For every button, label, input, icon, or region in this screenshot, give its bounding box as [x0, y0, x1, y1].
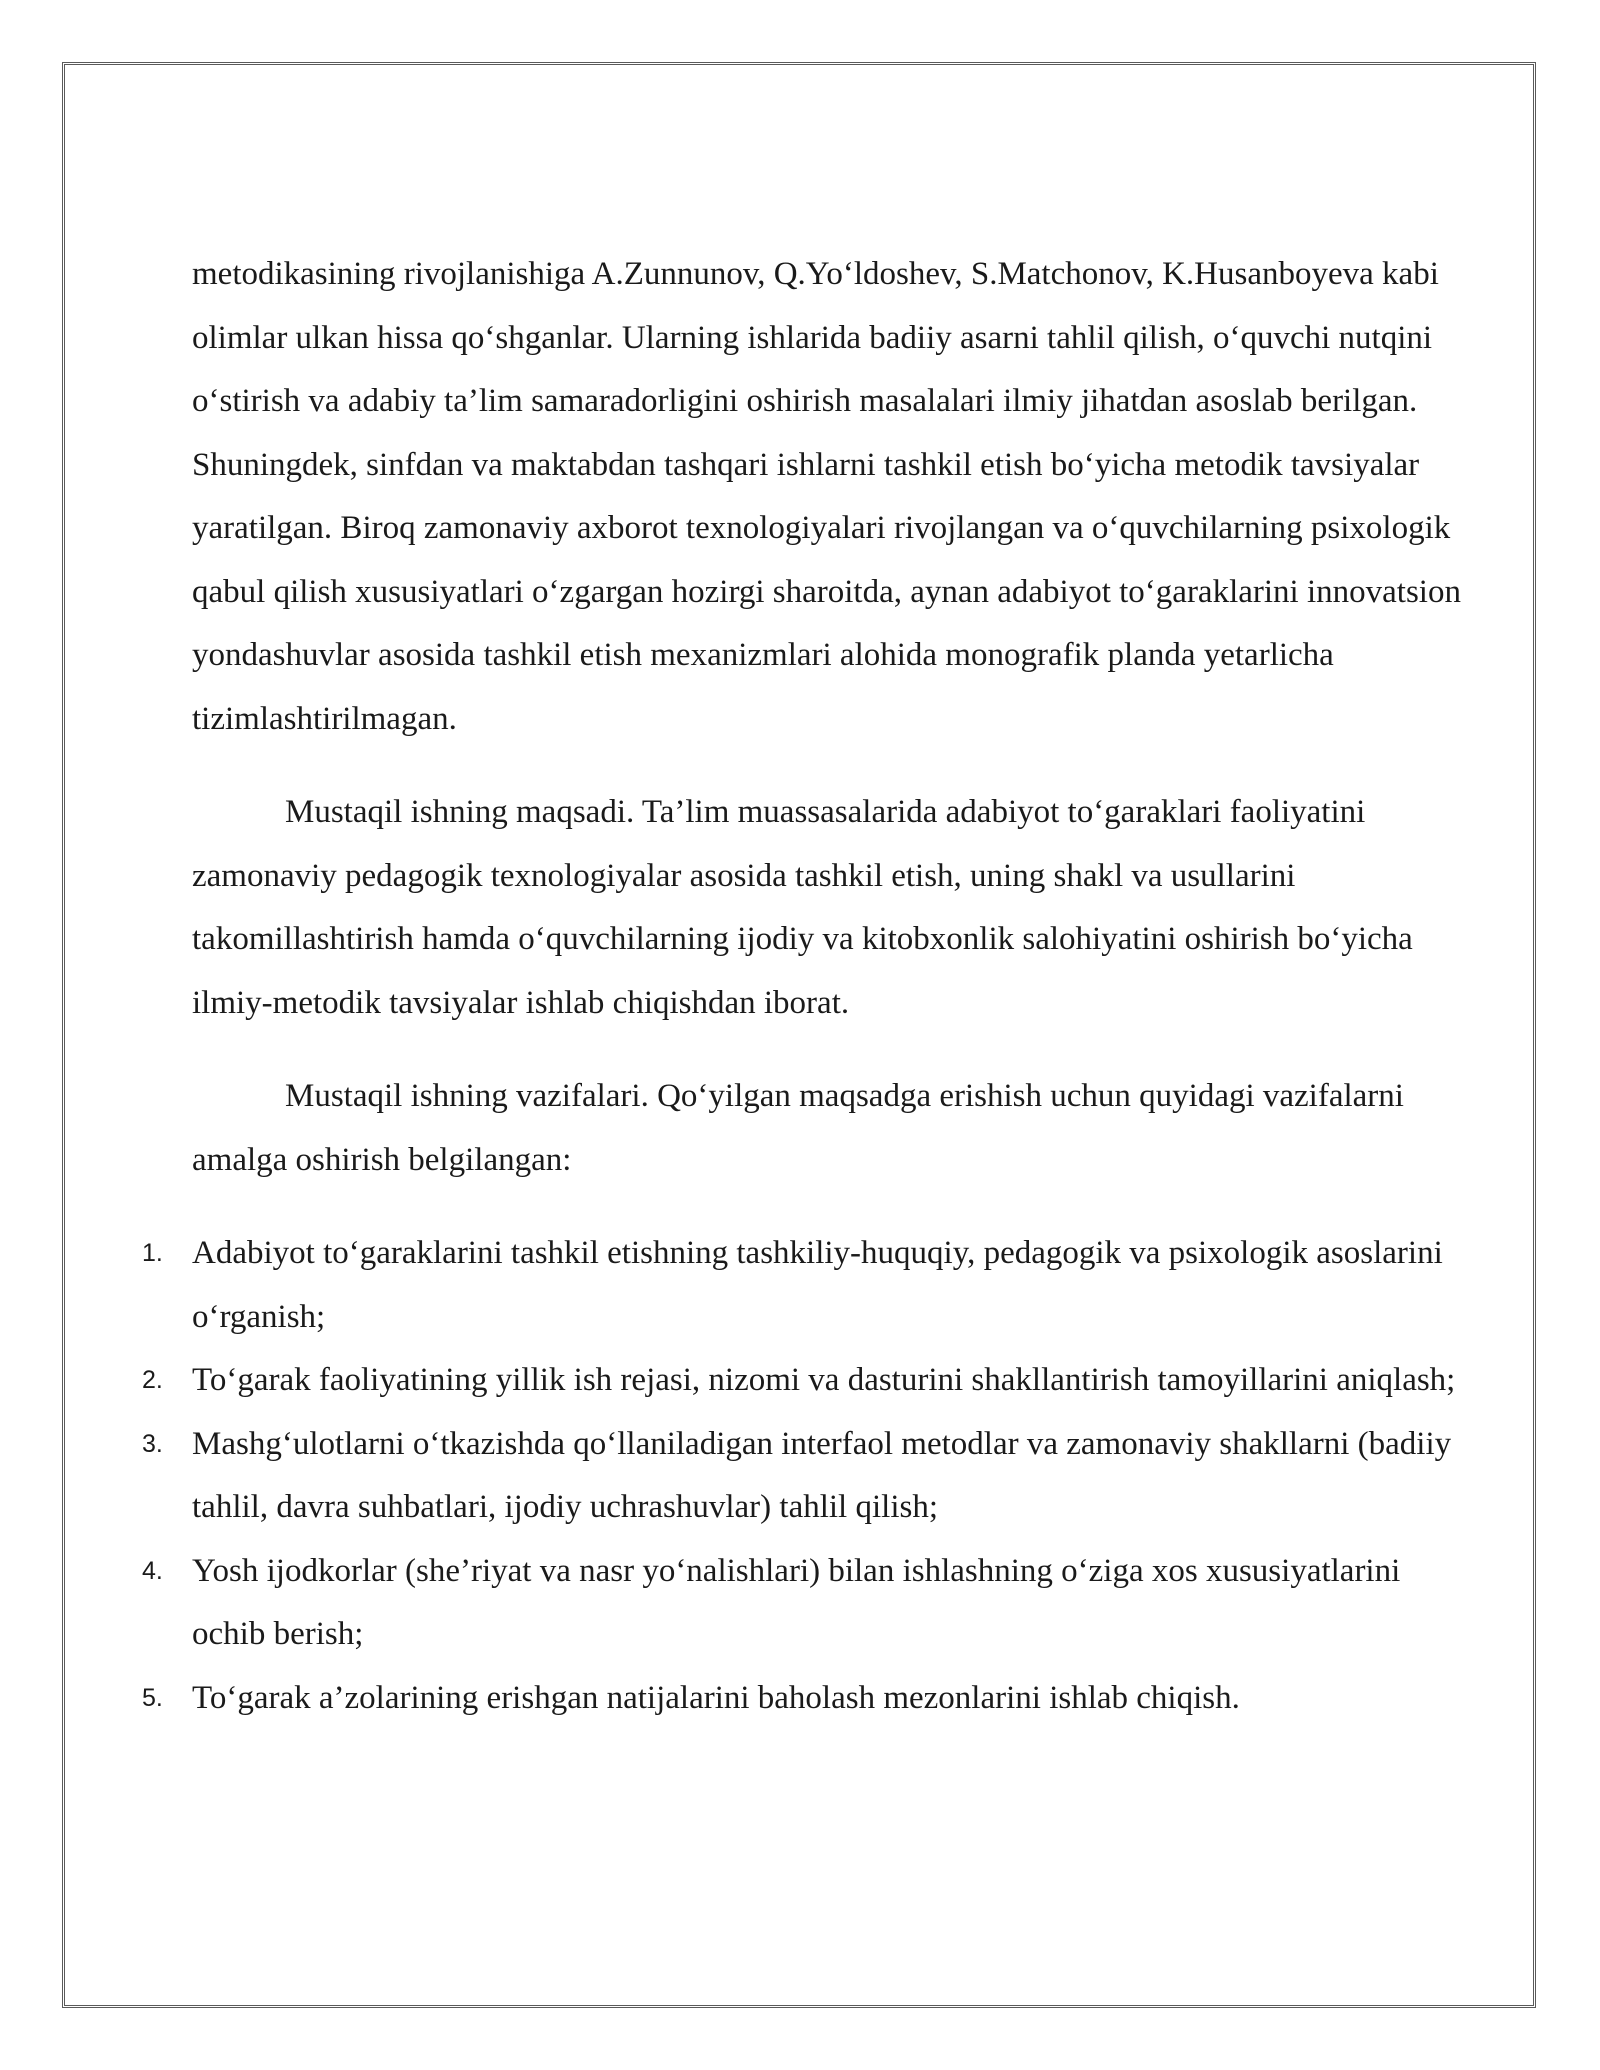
list-item-number: 3.: [142, 1429, 163, 1458]
purpose-paragraph: Mustaqil ishning maqsadi. Ta’lim muassasalarida adabiyot to‘garaklari faoliyatini zamonaviy pedagogik texnologiyalar asosida tashkil etish, uning shakl va usullarini takomillashtirish hamda o‘quvchilarning ijodiy va kitobxonlik salohiyatini oshirish bo‘yicha ilmiy-metodik tavsiyalar ishlab chiqishdan iborat.: [192, 794, 1413, 1021]
list-item-text: Adabiyot to‘garaklarini tashkil etishning tashkiliy-huquqiy, pedagogik va psixologik asoslarini o‘rganish;: [192, 1235, 1443, 1335]
tasks-paragraph: Mustaqil ishning vazifalari. Qo‘yilgan maqsadga erishish uchun quyidagi vazifalarni amalga oshirish belgilangan:: [192, 1078, 1404, 1178]
list-item-text: Yosh ijodkorlar (she’riyat va nasr yo‘nalishlari) bilan ishlashning o‘ziga xos xususiyatlarini ochib berish;: [192, 1552, 1401, 1652]
list-item-number: 1.: [142, 1239, 163, 1267]
list-item: [142, 1667, 1477, 1731]
list-item-text: To‘garak a’zolarining erishgan natijalarini baholash mezonlarini ishlab chiqish.: [192, 1679, 1240, 1716]
list-item: [142, 1222, 1477, 1349]
list-item-number: 5.: [142, 1683, 163, 1712]
list-item: [142, 1540, 1477, 1667]
page-frame: [62, 62, 1536, 2008]
intro-paragraph: metodikasining rivojlanishiga A.Zunnunov, Q.Yo‘ldoshev, S.Matchonov, K.Husanboyeva kabi olimlar ulkan hissa qo‘shganlar. Ularning ishlarida badiiy asarni tahlil qilish, o‘quvchi nutqini o‘stirish va adabiy ta’lim samaradorligini oshirish masalalari ilmiy jihatdan asoslab berilgan. Shuningdek, sinfdan va maktabdan tashqari ishlarni tashkil etish bo‘yicha metodik tavsiyalar yaratilgan. Biroq zamonaviy axborot texnologiyalari rivojlangan va o‘quvchilarning psixologik qabul qilish xususiyatlari o‘zgargan hozirgi sharoitda, aynan adabiyot to‘garaklarini innovatsion yondashuvlar asosida tashkil etish mexanizmlari alohida monografik planda yetarlicha tizimlashtirilmagan.: [192, 256, 1461, 737]
list-item-number: 2.: [142, 1366, 163, 1394]
tasks-list: [142, 1222, 1477, 1730]
list-item: [142, 1349, 1477, 1413]
list-item-text: Mashg‘ulotlarni o‘tkazishda qo‘llaniladigan interfaol metodlar va zamonaviy shakllarni (badiiy tahlil, davra suhbatlari, ijodiy uchrashuvlar) tahlil qilish;: [192, 1425, 1452, 1525]
list-item-number: 4.: [142, 1556, 163, 1585]
list-item-text: To‘garak faoliyatining yillik ish rejasi, nizomi va dasturini shakllantirish tamoyillarini aniqlash;: [192, 1362, 1456, 1398]
document-body: [142, 243, 1477, 1730]
list-item: [142, 1413, 1477, 1540]
